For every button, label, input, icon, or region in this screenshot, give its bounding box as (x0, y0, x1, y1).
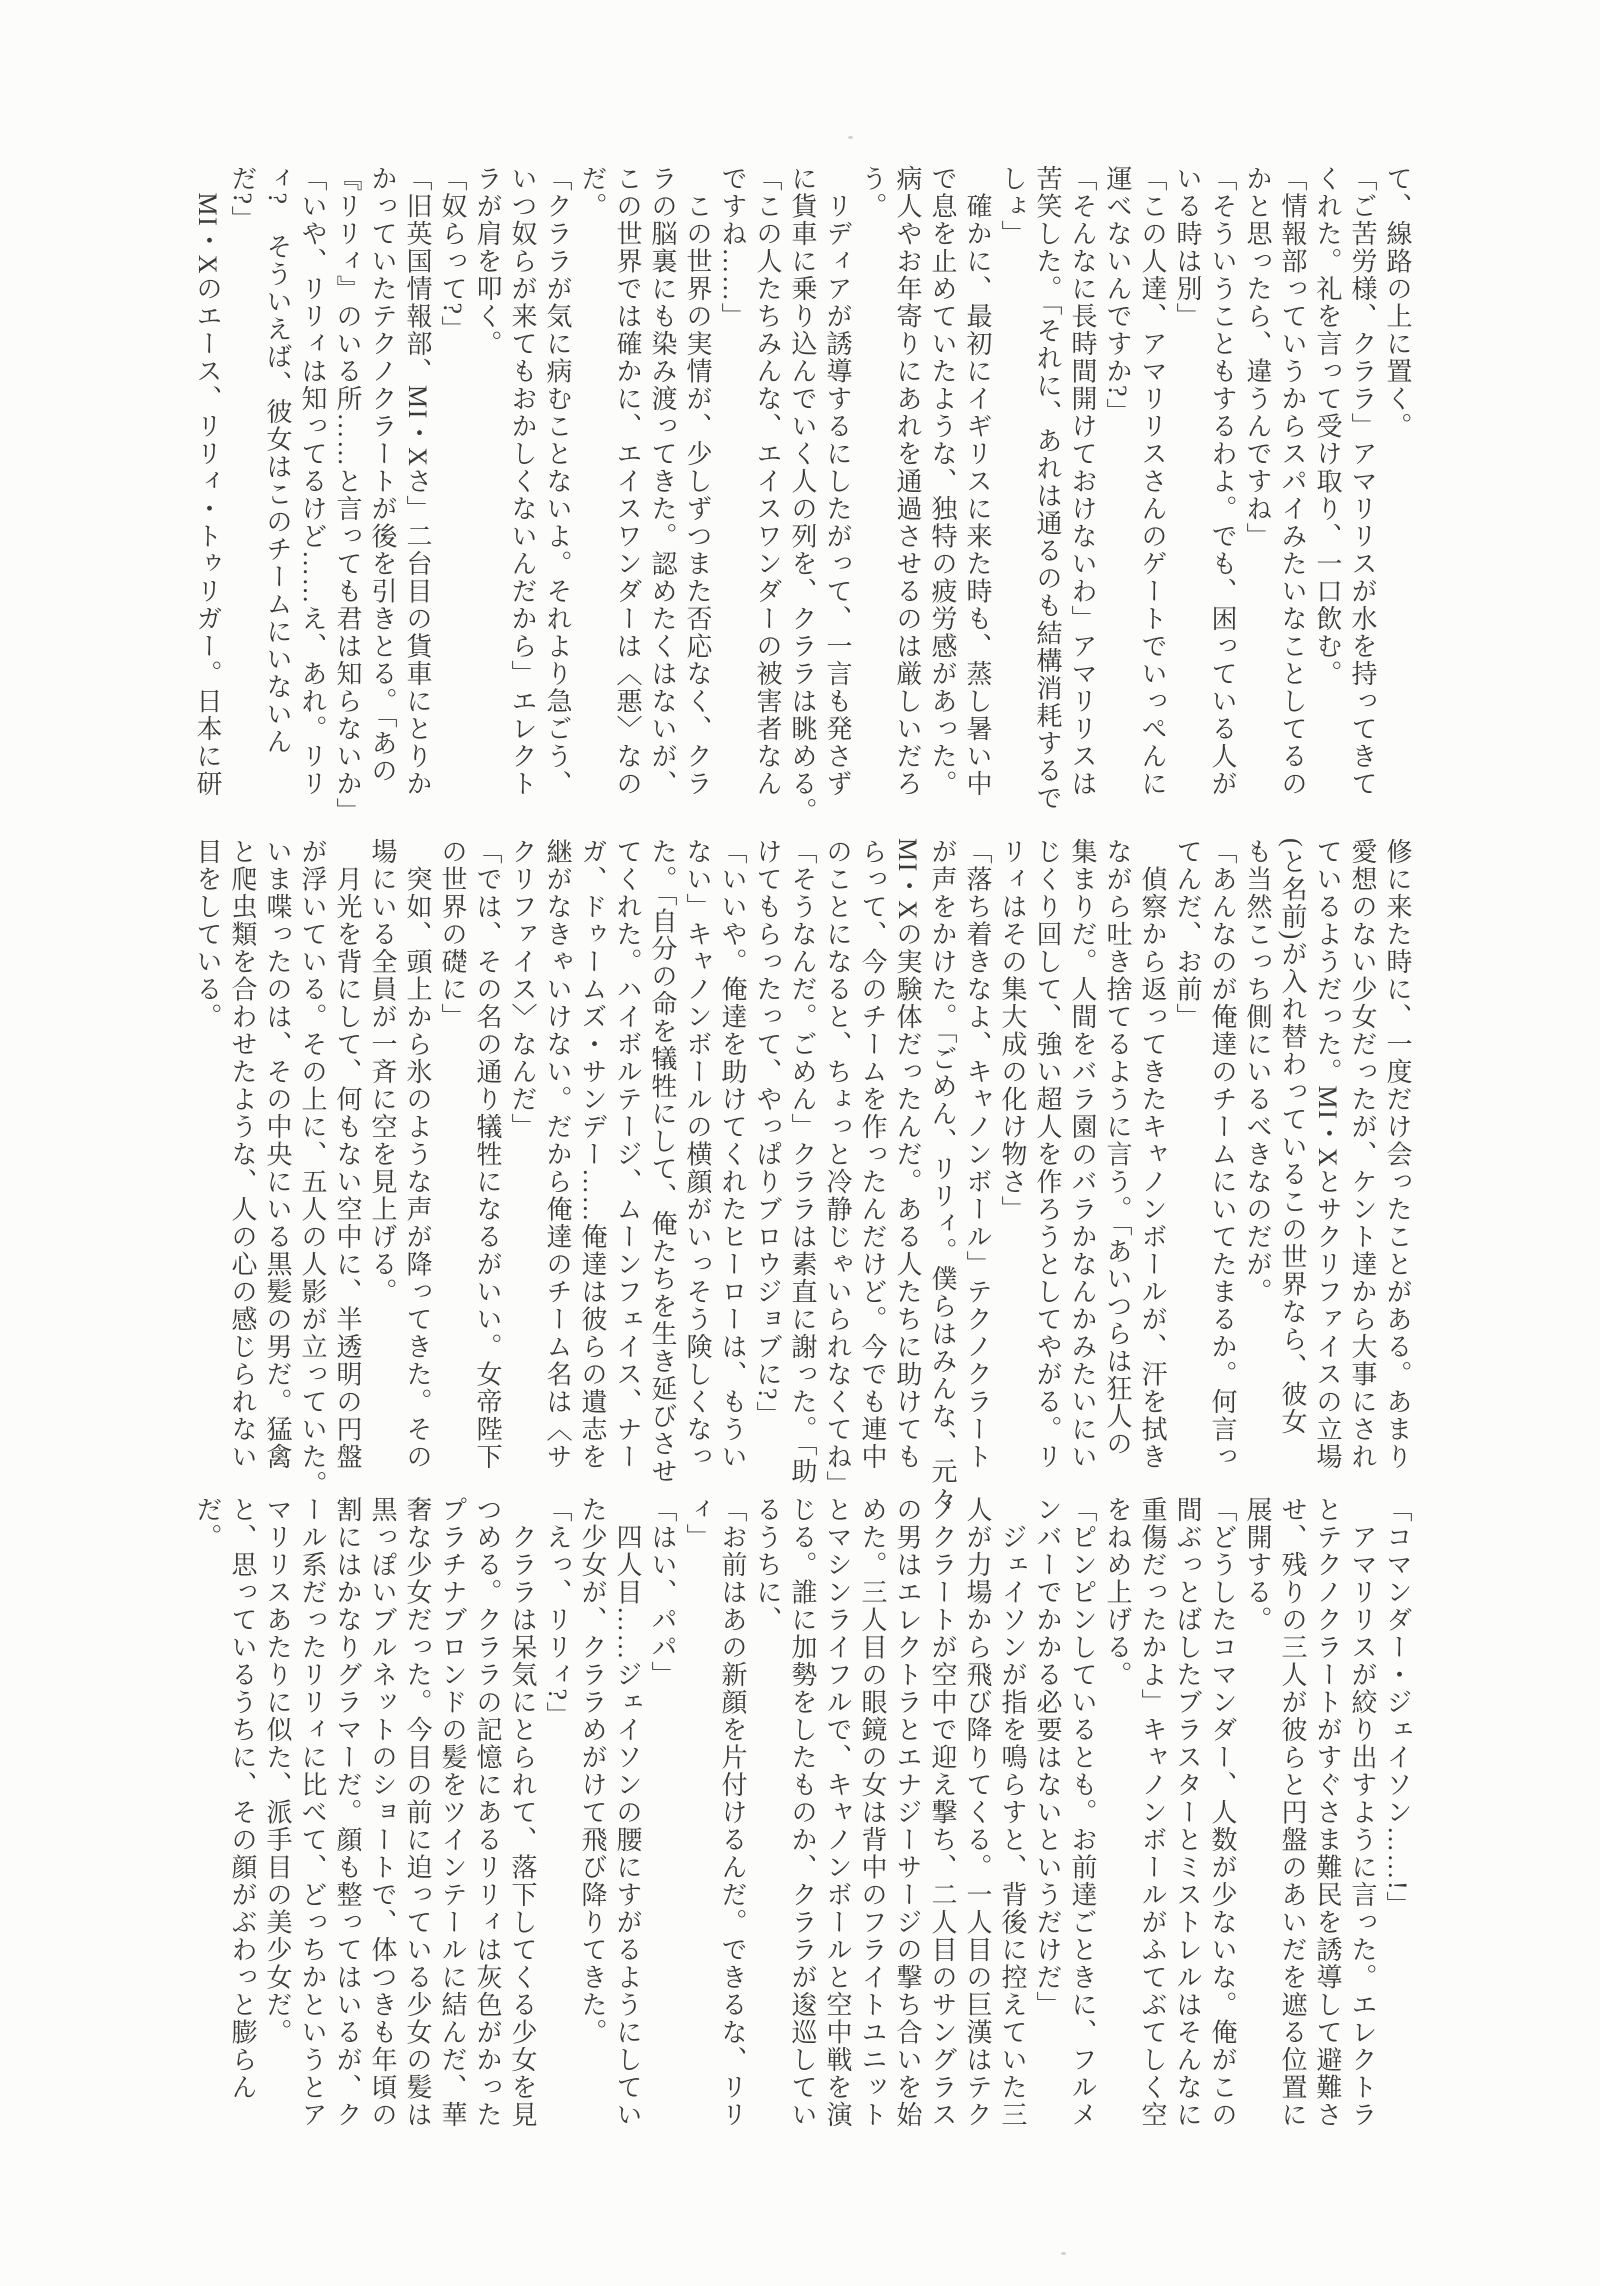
text-column: も当然こっち側にいるべきなのだが。 (1243, 838, 1272, 1306)
text-column: らって、今のチームを作ったんだけど。今でも連中 (858, 838, 887, 1471)
text-column: リィはその集大成の化け物さ」 (998, 838, 1027, 1223)
text-column: じる。誰に加勢をしたものか、クララが逡巡してい (788, 1496, 817, 2129)
text-column: ール系だったリリィに比べて、どっちかというとア (298, 1496, 327, 2129)
scan-artifact-speck (848, 136, 853, 139)
text-column: (と名前)が入れ替わっているこの世界なら、彼女 (1278, 838, 1307, 1436)
text-column: をねめ上げる。 (1103, 1496, 1132, 1689)
text-column: 「落ち着きなよ、キャノンボール」テクノクラート (963, 838, 992, 1471)
text-column: た少女が、クララめがけて飛び降りてきた。 (578, 1496, 607, 2046)
text-column: と、思っているうちに、その顔がぶわっと膨らん (228, 1496, 257, 2101)
text-column: の男はエレクトラとエナジーサージの撃ち合いを始 (893, 1496, 922, 2129)
text-column: いま喋ったのは、その中央にいる黒髪の男だ。猛禽 (263, 838, 292, 1471)
text-column: 病人やお年寄りにあれを通過させるのは厳しいだろ (893, 165, 922, 798)
text-column: MI・Xの実験体だったんだ。ある人たちに助けても (893, 838, 922, 1471)
text-column: 苦笑した。「それに、あれは通るのも結構消耗するで (1033, 165, 1062, 812)
text-column: 修に来た時に、一度だけ会ったことがある。あまり (1383, 838, 1412, 1471)
text-column: 継がなきゃいけない。だから俺達のチーム名は〈サ (543, 838, 572, 1471)
text-column: くれた。礼を言って受け取り、一口飲む。 (1313, 165, 1342, 688)
text-column: 間ぶっとばしたブラスターとミストレルはそんなに (1173, 1496, 1202, 2129)
text-column: 「そんなに長時間開けておけないわ」アマリリスは (1068, 165, 1097, 798)
text-block-middle (190, 838, 1415, 1513)
text-column: だ。 (578, 165, 607, 220)
text-column: 「奴らって?」 (438, 165, 467, 344)
text-column: 「はい、パパ」 (648, 1496, 677, 1689)
text-column: 「いや、リリィは知ってるけど……え、あれ。リリ (298, 165, 327, 798)
text-column: ィ」 (683, 1496, 712, 1551)
text-column: 『リリィ』のいる所……と言っても君は知らないか」 (333, 165, 362, 825)
text-column: 「では、その名の通り犠牲になるがいい。女帝陛下 (473, 838, 502, 1471)
text-column: 四人目……ジェイソンの腰にすがるようにしてい (613, 1496, 642, 2129)
text-column: だ?」 (228, 165, 257, 234)
text-column: 「あんなのが俺達のチームにいてたまるか。何言っ (1208, 838, 1237, 1471)
text-column: クララは呆気にとられて、落下してくる少女を見 (508, 1496, 537, 2129)
text-column: いる時は別」 (1173, 165, 1202, 330)
text-column: かっていたテクノクラートが後を引きとる。「あの (368, 165, 397, 785)
text-column: が浮いている。その上に、五人の人影が立っていた。 (298, 838, 327, 1498)
text-column: だ。 (193, 1496, 222, 1551)
text-column: せ、残りの三人が彼らと円盤のあいだを遮る位置に (1278, 1496, 1307, 2129)
text-column: 黒っぽいブルネットのショートで、体つきも年頃の (368, 1496, 397, 2129)
text-column: とテクノクラートがすぐさま難民を誘導して避難さ (1313, 1496, 1342, 2129)
text-column: この世界の実情が、少しずつまた否応なく、クラ (683, 165, 712, 798)
text-column: ない」キャノンボールの横顔がいっそう険しくなっ (683, 838, 712, 1471)
text-column: 展開する。 (1243, 1496, 1272, 1634)
text-column: アマリリスが絞り出すように言った。エレクトラ (1348, 1496, 1377, 2129)
text-column: しょ」 (998, 165, 1027, 248)
text-column: 突如、頭上から氷のような声が降ってきた。その (403, 838, 432, 1471)
text-column: 場にいる全員が一斉に空を見上げる。 (368, 838, 397, 1306)
text-column: 「お前はあの新顔を片付けるんだ。できるな、リリ (718, 1496, 747, 2129)
text-column: ですね……」 (718, 165, 747, 330)
text-column: いつ奴らが来てもおかしくないんだから」エレクト (508, 165, 537, 798)
text-column: 目をしている。 (193, 838, 222, 1031)
text-column: けてもらったって、やっぱりブロウジョブに?」 (753, 838, 782, 1429)
text-column: 重傷だったかよ」キャノンボールがふてぶてしく空 (1138, 1496, 1167, 2129)
text-column: つめる。クララの記憶にあるリリィは灰色がかった (473, 1496, 502, 2129)
text-column: 確かに、最初にイギリスに来た時も、蒸し暑い中 (963, 165, 992, 798)
text-column: 「ピンピンしているとも。お前達ごときに、フルメ (1068, 1496, 1097, 2129)
text-column: かと思ったら、違うんですね」 (1243, 165, 1272, 550)
text-column: て、線路の上に置く。 (1383, 165, 1412, 440)
text-block-bottom (190, 1496, 1415, 2129)
text-column: てんだ、お前」 (1173, 838, 1202, 1031)
text-column: 「この人達、アマリリスさんのゲートでいっぺんに (1138, 165, 1167, 798)
scan-artifact-speck (1061, 2252, 1066, 2255)
text-column: 集まりだ。人間をバラ園のバラかなんかみたいにい (1068, 838, 1097, 1471)
text-column: 「えっ、リリィ?」 (543, 1496, 572, 1730)
text-column: とマシンライフルで、キャノンボールと空中戦を演 (823, 1496, 852, 2129)
text-column: ンバーでかかる必要はないというだけだ」 (1033, 1496, 1062, 2019)
text-column: た。「自分の命を犠牲にして、俺たちを生き延びさせ (648, 838, 677, 1485)
text-column: めた。三人目の眼鏡の女は背中のフライトユニット (858, 1496, 887, 2129)
text-column: 人が力場から飛び降りてくる。一人目の巨漢はテク (963, 1496, 992, 2129)
text-column: の世界の礎に」 (438, 838, 467, 1031)
text-column: 「ご苦労様、クララ」アマリリスが水を持ってきて (1348, 165, 1377, 798)
text-column: 「旧英国情報部、MI・Xさ」二台目の貨車にとりか (403, 165, 432, 798)
text-column: に貨車に乗り込んでいく人の列を、クララは眺める。 (788, 165, 817, 825)
text-column: 「この人たちみんな、エイスワンダーの被害者なん (753, 165, 782, 798)
text-column: 「クララが気に病むことないよ。それより急ごう、 (543, 165, 572, 798)
text-column: ラの脳裏にも染み渡ってきた。認めたくはないが、 (648, 165, 677, 798)
text-column: ィ? そういえば、彼女はこのチームにいないん (263, 165, 292, 756)
text-column: リディアが誘導するにしたがって、一言も発さず (823, 165, 852, 798)
text-column: 偵察から返ってきたキャノンボールが、汗を拭き (1138, 838, 1167, 1471)
text-column: のことになると、ちょっと冷静じゃいられなくてね」 (823, 838, 852, 1498)
text-column: 運べないんですか?」 (1103, 165, 1132, 426)
text-column: ながら吐き捨てるように言う。「あいつらは狂人の (1103, 838, 1132, 1458)
text-column: 「情報部っていうからスパイみたいなことしてるの (1278, 165, 1307, 798)
text-column: この世界では確かに、エイスワンダーは〈悪〉なの (613, 165, 642, 798)
text-column: 奢な少女だった。今目の前に迫っている少女の髪は (403, 1496, 432, 2129)
text-column: クリファイス〉なんだ」 (508, 838, 537, 1141)
text-column: 月光を背にして、何もない空中に、半透明の円盤 (333, 838, 362, 1471)
text-column: ラが肩を叩く。 (473, 165, 502, 358)
text-column: プラチナブロンドの髪をツインテールに結んだ、華 (438, 1496, 467, 2129)
text-column: MI・Xのエース、リリィ・トゥリガー。日本に研 (193, 165, 222, 798)
text-column: 「コマンダー・ジェイソン……!」 (1383, 1496, 1412, 1919)
text-column: 「そうなんだ。ごめん」クララは素直に謝った。「助 (788, 838, 817, 1485)
text-column: 割にはかなりグラマーだ。顔も整ってはいるが、ク (333, 1496, 362, 2129)
text-column: るうちに、 (753, 1496, 782, 1634)
text-column: マリリスあたりに似た、派手目の美少女だ。 (263, 1496, 292, 2046)
text-block-top (190, 165, 1415, 825)
text-column: 「いいや。俺達を助けてくれたヒーローは、もうい (718, 838, 747, 1471)
text-column: ガ、ドゥームズ・サンデー……俺達は彼らの遺志を (578, 838, 607, 1471)
text-column: 愛想のない少女だったが、ケント達から大事にされ (1348, 838, 1377, 1471)
text-column: う。 (858, 165, 887, 220)
text-column: じくり回して、強い超人を作ろうとしてやがる。リ (1033, 838, 1062, 1471)
text-column: 「どうしたコマンダー、人数が少ないな。俺がこの (1208, 1496, 1237, 2129)
text-column: ジェイソンが指を鳴らすと、背後に控えていた三 (998, 1496, 1027, 2129)
text-column: ているようだった。MI・Xとサクリファイスの立場 (1313, 838, 1342, 1471)
text-column: と爬虫類を合わせたような、人の心の感じられない (228, 838, 257, 1471)
text-column: で息を止めていたような、独特の疲労感があった。 (928, 165, 957, 798)
text-column: 「そういうこともするわよ。でも、困っている人が (1208, 165, 1237, 798)
text-column: てくれた。ハイボルテージ、ムーンフェイス、ナー (613, 838, 642, 1471)
text-column: が声をかけた。「ごめん、リリィ。僕らはみんな、元々 (928, 838, 957, 1513)
text-column: ノクラートが空中で迎え撃ち、二人目のサングラス (928, 1496, 957, 2129)
